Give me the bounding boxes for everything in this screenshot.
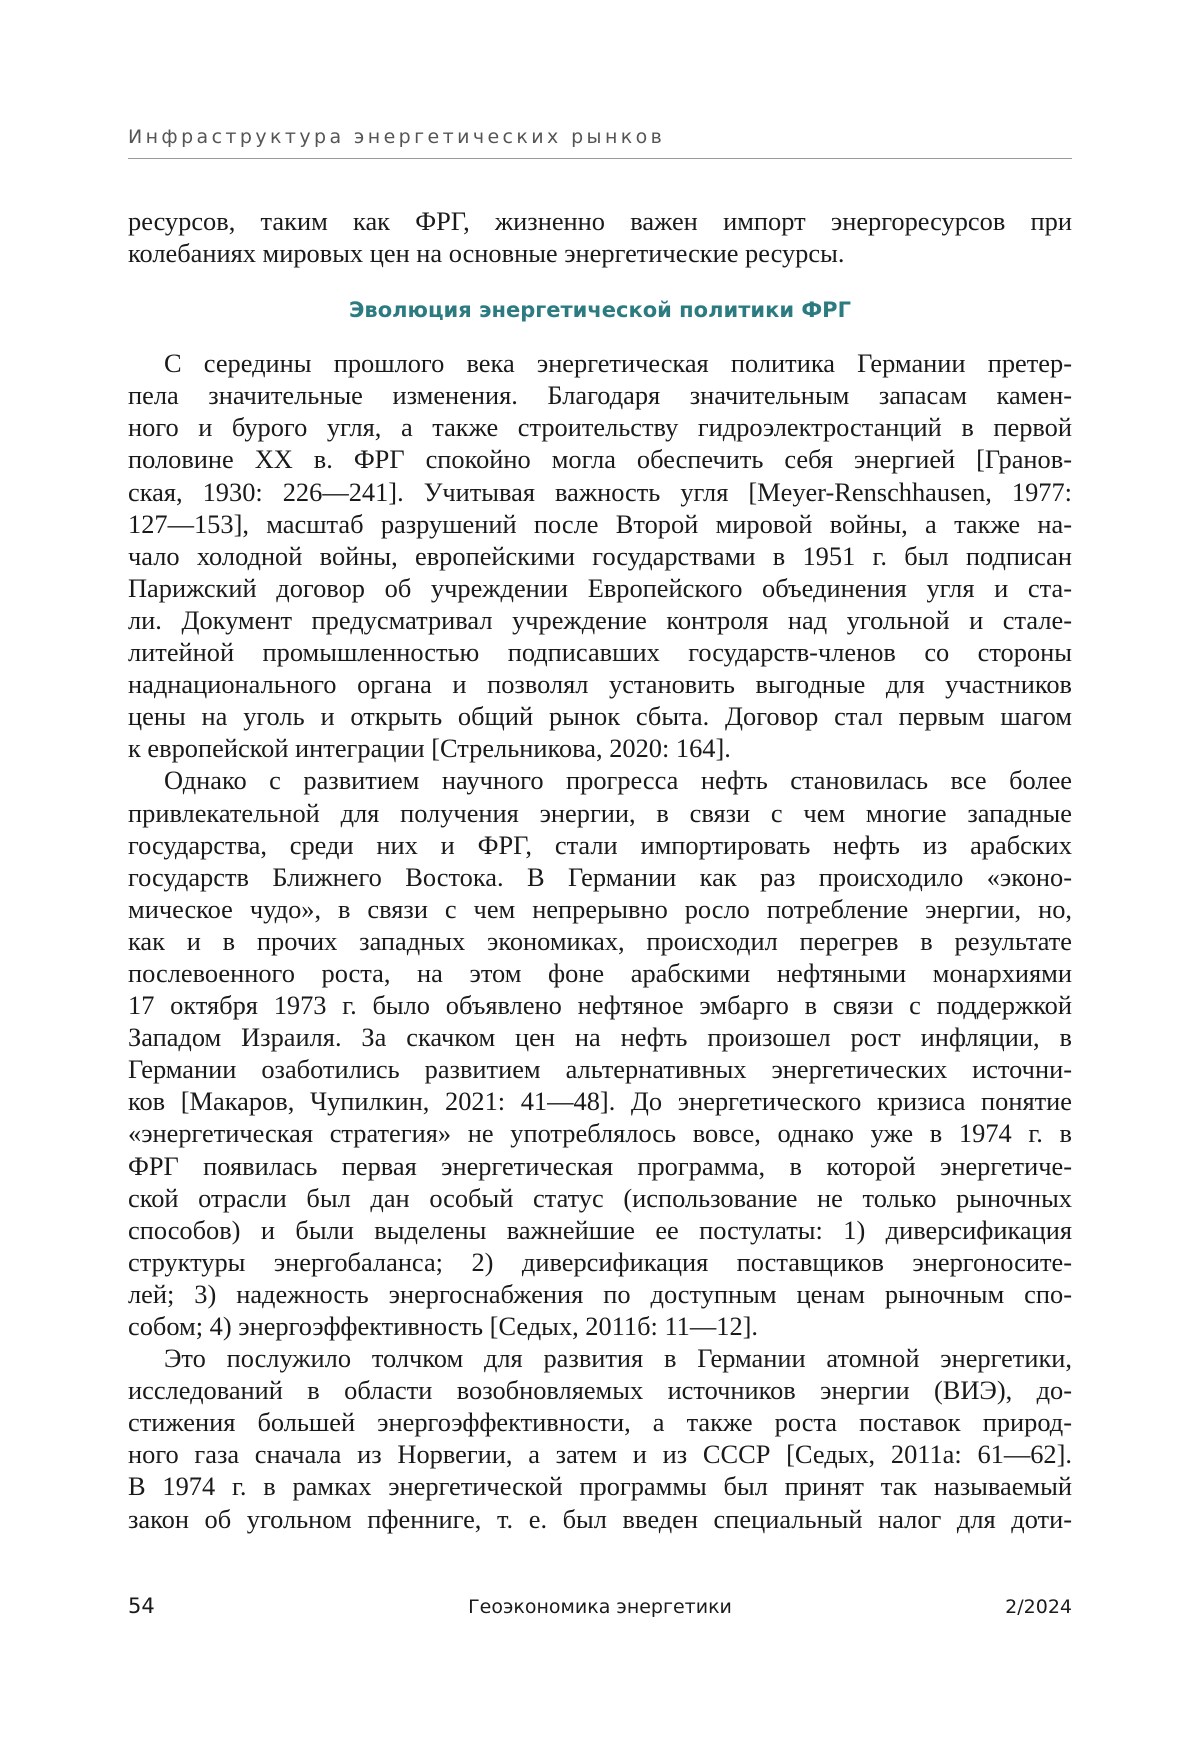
- journal-title: Геоэкономика энергетики: [0, 1596, 1200, 1618]
- text-line: колебаниях мировых цен на основные энергетические ресурсы.: [128, 237, 1072, 269]
- text-line: половине XX в. ФРГ спокойно могла обеспечить себя энергией [Гранов-: [128, 443, 1072, 475]
- running-header: Инфраструктура энергетических рынков: [128, 126, 1072, 148]
- text-line: стижения большей энергоэффективности, а также роста поставок природ-: [128, 1406, 1072, 1438]
- header-rule: [128, 158, 1072, 159]
- article-body: [128, 205, 1072, 1535]
- text-line: к европейской интеграции [Стрельникова, 2020: 164].: [128, 732, 1072, 764]
- text-line: исследований в области возобновляемых источников энергии (ВИЭ), до-: [128, 1374, 1072, 1406]
- text-line: лей; 3) надежность энергоснабжения по доступным ценам рыночным спо-: [128, 1278, 1072, 1310]
- text-line: собом; 4) энергоэффективность [Седых, 2011б: 11—12].: [128, 1310, 1072, 1342]
- text-line: Однако с развитием научного прогресса нефть становилась все более: [128, 764, 1072, 796]
- text-line: закон об угольном пфенниге, т. е. был введен специальный налог для доти-: [128, 1503, 1072, 1535]
- paragraph-3: [128, 1342, 1072, 1535]
- intro-paragraph: [128, 205, 1072, 269]
- text-line: 127—153], масштаб разрушений после Второй мировой войны, а также на-: [128, 508, 1072, 540]
- text-line: государства, среди них и ФРГ, стали импортировать нефть из арабских: [128, 829, 1072, 861]
- text-line: литейной промышленностью подписавших государств-членов со стороны: [128, 636, 1072, 668]
- text-line: послевоенного роста, на этом фоне арабскими нефтяными монархиями: [128, 957, 1072, 989]
- text-line: Германии озаботились развитием альтернативных энергетических источни-: [128, 1053, 1072, 1085]
- page-number: 54: [128, 1594, 155, 1618]
- text-line: В 1974 г. в рамках энергетической программы был принят так называемый: [128, 1470, 1072, 1502]
- text-line: ской отрасли был дан особый статус (использование не только рыночных: [128, 1182, 1072, 1214]
- paragraph-2: [128, 764, 1072, 1342]
- text-line: структуры энергобаланса; 2) диверсификация поставщиков энергоносите-: [128, 1246, 1072, 1278]
- section-heading: Эволюция энергетической политики ФРГ: [128, 294, 1072, 326]
- text-line: ного и бурого угля, а также строительству гидроэлектростанций в первой: [128, 411, 1072, 443]
- text-line: чало холодной войны, европейскими государствами в 1951 г. был подписан: [128, 540, 1072, 572]
- text-line: Парижский договор об учреждении Европейского объединения угля и ста-: [128, 572, 1072, 604]
- text-line: привлекательной для получения энергии, в связи с чем многие западные: [128, 797, 1072, 829]
- text-line: государств Ближнего Востока. В Германии как раз происходило «эконо-: [128, 861, 1072, 893]
- text-line: ская, 1930: 226—241]. Учитывая важность угля [Meyer-Renschhausen, 1977:: [128, 476, 1072, 508]
- text-line: ФРГ появилась первая энергетическая программа, в которой энергетиче-: [128, 1150, 1072, 1182]
- text-line: цены на уголь и открыть общий рынок сбыта. Договор стал первым шагом: [128, 700, 1072, 732]
- text-line: ков [Макаров, Чупилкин, 2021: 41—48]. До энергетического кризиса понятие: [128, 1085, 1072, 1117]
- paragraph-1: [128, 347, 1072, 764]
- text-line: наднационального органа и позволял установить выгодные для участников: [128, 668, 1072, 700]
- text-line: ного газа сначала из Норвегии, а затем и из СССР [Седых, 2011а: 61—62].: [128, 1438, 1072, 1470]
- text-line: Это послужило толчком для развития в Германии атомной энергетики,: [128, 1342, 1072, 1374]
- text-line: пела значительные изменения. Благодаря значительным запасам камен-: [128, 379, 1072, 411]
- text-line: 17 октября 1973 г. было объявлено нефтяное эмбарго в связи с поддержкой: [128, 989, 1072, 1021]
- text-line: С середины прошлого века энергетическая политика Германии претер-: [128, 347, 1072, 379]
- text-line: как и в прочих западных экономиках, происходил перегрев в результате: [128, 925, 1072, 957]
- text-line: ли. Документ предусматривал учреждение контроля над угольной и стале-: [128, 604, 1072, 636]
- issue-number: 2/2024: [1005, 1596, 1072, 1618]
- text-line: ресурсов, таким как ФРГ, жизненно важен импорт энергоресурсов при: [128, 205, 1072, 237]
- text-line: Западом Израиля. За скачком цен на нефть произошел рост инфляции, в: [128, 1021, 1072, 1053]
- text-line: «энергетическая стратегия» не употреблялось вовсе, однако уже в 1974 г. в: [128, 1117, 1072, 1149]
- text-line: способов) и были выделены важнейшие ее постулаты: 1) диверсификация: [128, 1214, 1072, 1246]
- text-line: мическое чудо», в связи с чем непрерывно росло потребление энергии, но,: [128, 893, 1072, 925]
